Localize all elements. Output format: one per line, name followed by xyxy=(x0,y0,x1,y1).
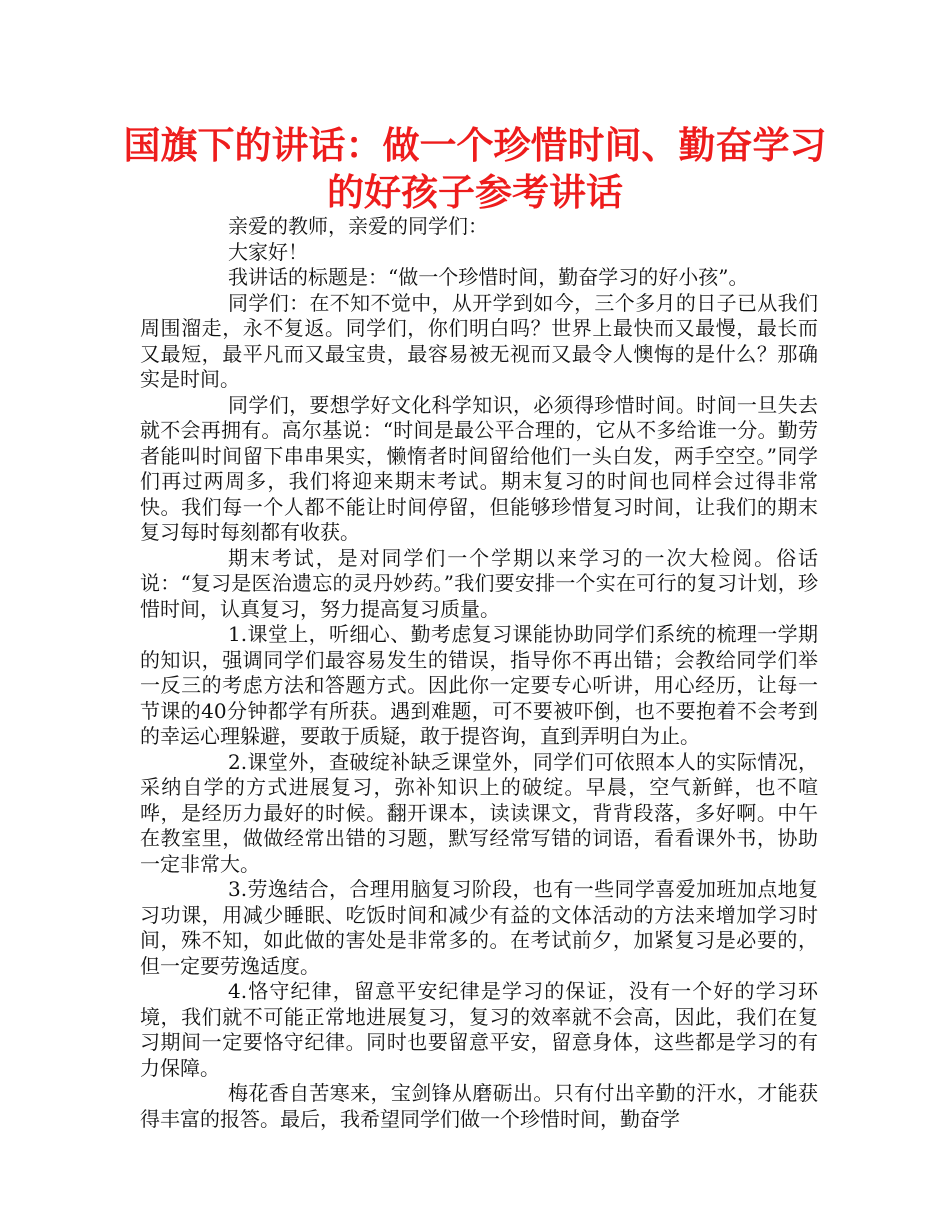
salutation: 亲爱的教师，亲爱的同学们： xyxy=(228,214,488,238)
closing-paragraph: 梅花香自苦寒来，宝剑锋从磨砺出。只有付出辛勤的汗水，才能获得丰富的报答。最后，我希望同学们做一个珍惜时间，勤奋学 xyxy=(140,1081,818,1131)
document-title: 国旗下的讲话：做一个珍惜时间、勤奋学习的好孩子参考讲话 xyxy=(123,124,827,214)
paragraph: 期末考试，是对同学们一个学期以来学习的一次大检阅。俗话说：“复习是医治遗忘的灵丹妙药。”我们要安排一个实在可行的复习计划，珍惜时间，认真复习，努力提高复习质量。 xyxy=(140,545,818,621)
paragraph: 同学们：在不知不觉中，从开学到如今，三个多月的日子已从我们周围溜走，永不复返。同学们，你们明白吗？世界上最快而又最慢，最长而又最短，最平凡而又最宝贵，最容易被无视而又最令人懊悔的是什么？那确实是时间。 xyxy=(140,290,818,391)
list-item: 1.课堂上，听细心、勤考虑复习课能协助同学们系统的梳理一学期的知识，强调同学们最容易发生的错误，指导你不再出错；会教给同学们举一反三的考虑方法和答题方式。因此你一定要专心听讲，用心经历，让每一节课的40分钟都学有所获。遇到难题，可不要被吓倒，也不要抱着不会考到的幸运心理躲避，要敢于质疑，敢于提咨询，直到弄明白为止。 xyxy=(140,622,818,748)
list-item: 2.课堂外，查破绽补缺乏课堂外，同学们可依照本人的实际情况，采纳自学的方式进展复习，弥补知识上的破绽。早晨，空气新鲜，也不喧哗，是经历力最好的时候。翻开课本，读读课文，背背段落，多好啊。中午在教室里，做做经常出错的习题，默写经常写错的词语，看看课外书，协助一定非常大。 xyxy=(140,749,818,876)
greeting: 大家好！ xyxy=(228,239,308,264)
list-item: 3.劳逸结合，合理用脑复习阶段，也有一些同学喜爱加班加点地复习功课，用减少睡眠、吃饭时间和减少有益的文体活动的方法来增加学习时间，殊不知，如此做的害处是非常多的。在考试前夕，加紧复习是必要的，但一定要劳逸适度。 xyxy=(140,877,818,978)
list-item: 4.恪守纪律，留意平安纪律是学习的保证，没有一个好的学习环境，我们就不可能正常地进展复习，复习的效率就不会高，因此，我们在复习期间一定要恪守纪律。同时也要留意平安，留意身体，这些都是学习的有力保障。 xyxy=(140,979,818,1080)
speech-topic: 我讲话的标题是：“做一个珍惜时间，勤奋学习的好小孩”。 xyxy=(228,265,749,289)
paragraph: 同学们，要想学好文化科学知识，必须得珍惜时间。时间一旦失去就不会再拥有。高尔基说：“时间是最公平合理的，它从不多给谁一分。勤劳者能叫时间留下串串果实，懒惰者时间留给他们一头白发，两手空空。”同学们再过两周多，我们将迎来期末考试。期末复习的时间也同样会过得非常快。我们每一个人都不能让时间停留，但能够珍惜复习时间，让我们的期末复习每时每刻都有收获。 xyxy=(140,392,818,544)
document-body xyxy=(140,214,818,1132)
